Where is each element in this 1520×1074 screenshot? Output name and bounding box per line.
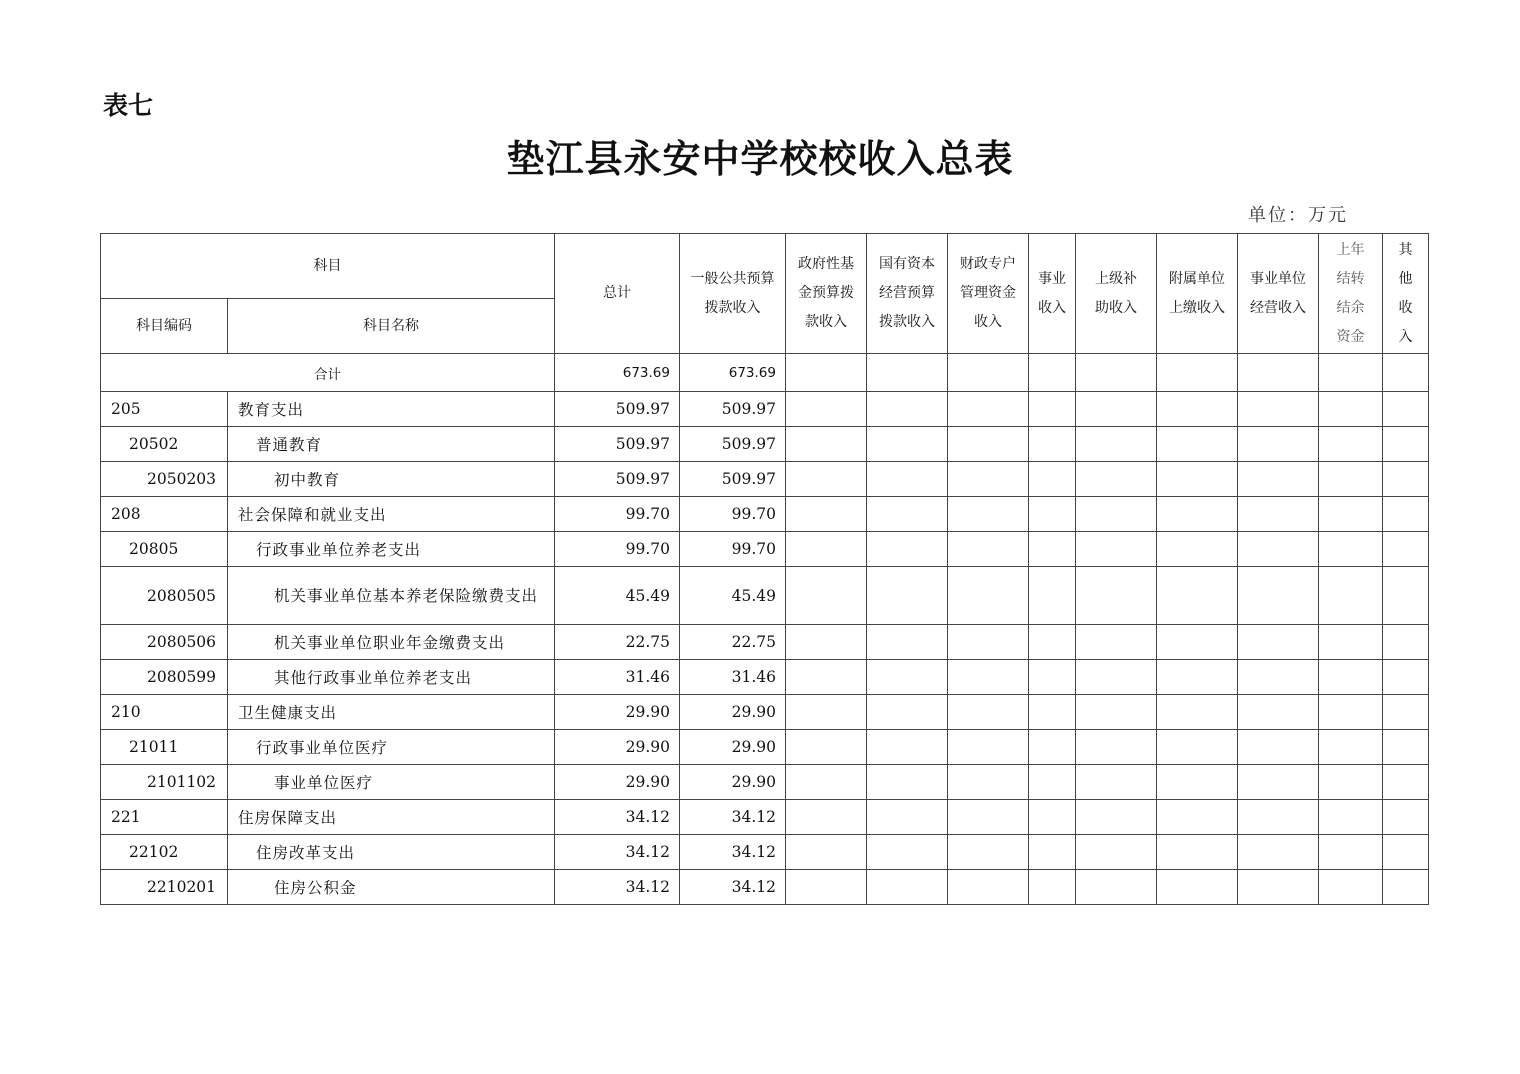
row-code: 2080505	[101, 567, 228, 625]
total-value: 673.69	[555, 354, 680, 392]
income-summary-table	[100, 233, 1429, 905]
row-total: 31.46	[555, 660, 680, 695]
row-general: 29.90	[680, 765, 786, 800]
row-code: 208	[101, 497, 228, 532]
unit-label: 单位：万元	[1248, 205, 1348, 226]
row-total: 29.90	[555, 695, 680, 730]
row-code: 2080506	[101, 625, 228, 660]
table-row	[101, 532, 1429, 567]
table-row	[101, 835, 1429, 870]
row-total: 34.12	[555, 870, 680, 905]
header-affiliated-payment: 附属单位上缴收入	[1157, 234, 1238, 354]
table-row	[101, 730, 1429, 765]
row-code: 2210201	[101, 870, 228, 905]
row-general: 34.12	[680, 870, 786, 905]
row-code: 2050203	[101, 462, 228, 497]
row-code: 210	[101, 695, 228, 730]
table-row	[101, 800, 1429, 835]
header-other-income: 其他收入	[1383, 234, 1429, 354]
row-total: 99.70	[555, 532, 680, 567]
row-code: 221	[101, 800, 228, 835]
table-row	[101, 695, 1429, 730]
table-label: 表七	[103, 91, 154, 120]
row-total: 99.70	[555, 497, 680, 532]
row-name: 行政事业单位养老支出	[228, 532, 555, 567]
header-superior-subsidy: 上级补助收入	[1076, 234, 1157, 354]
row-code: 2101102	[101, 765, 228, 800]
header-subject-code: 科目编码	[101, 299, 228, 354]
row-total: 509.97	[555, 392, 680, 427]
row-name: 事业单位医疗	[228, 765, 555, 800]
row-code: 205	[101, 392, 228, 427]
row-total: 29.90	[555, 730, 680, 765]
total-row	[101, 354, 1429, 392]
row-general: 99.70	[680, 497, 786, 532]
row-name: 其他行政事业单位养老支出	[228, 660, 555, 695]
row-general: 29.90	[680, 695, 786, 730]
header-prior-year-balance: 上年结转结余资金	[1319, 234, 1383, 354]
row-code: 20805	[101, 532, 228, 567]
row-name: 机关事业单位基本养老保险缴费支出	[274, 586, 539, 605]
row-code: 22102	[101, 835, 228, 870]
row-name: 初中教育	[228, 462, 555, 497]
header-business-operation: 事业单位经营收入	[1238, 234, 1319, 354]
row-name: 社会保障和就业支出	[228, 497, 555, 532]
row-total: 22.75	[555, 625, 680, 660]
header-subject: 科目	[101, 234, 555, 299]
table-row	[101, 392, 1429, 427]
row-code: 20502	[101, 427, 228, 462]
header-state-capital: 国有资本经营预算拨款收入	[867, 234, 948, 354]
row-general: 34.12	[680, 835, 786, 870]
row-name: 住房保障支出	[228, 800, 555, 835]
table-row	[101, 567, 1429, 625]
row-general: 509.97	[680, 427, 786, 462]
header-total: 总计	[555, 234, 680, 354]
table-row	[101, 625, 1429, 660]
total-general-value: 673.69	[680, 354, 786, 392]
header-general-budget: 一般公共预算拨款收入	[680, 234, 786, 354]
row-general: 22.75	[680, 625, 786, 660]
row-total: 509.97	[555, 462, 680, 497]
row-code: 2080599	[101, 660, 228, 695]
row-name: 普通教育	[228, 427, 555, 462]
row-name: 机关事业单位职业年金缴费支出	[228, 625, 555, 660]
header-subject-name: 科目名称	[228, 299, 555, 354]
total-label: 合计	[101, 354, 555, 392]
table-row	[101, 870, 1429, 905]
row-total: 34.12	[555, 835, 680, 870]
table-row	[101, 660, 1429, 695]
row-name: 教育支出	[228, 392, 555, 427]
header-fiscal-special: 财政专户管理资金收入	[948, 234, 1029, 354]
row-name: 卫生健康支出	[228, 695, 555, 730]
row-name: 住房公积金	[228, 870, 555, 905]
table-row	[101, 427, 1429, 462]
row-name: 住房改革支出	[228, 835, 555, 870]
row-code: 21011	[101, 730, 228, 765]
row-general: 31.46	[680, 660, 786, 695]
table-row	[101, 497, 1429, 532]
header-business-income: 事业收入	[1029, 234, 1076, 354]
row-general: 29.90	[680, 730, 786, 765]
row-name: 行政事业单位医疗	[228, 730, 555, 765]
row-general: 99.70	[680, 532, 786, 567]
table-row	[101, 765, 1429, 800]
row-total: 34.12	[555, 800, 680, 835]
row-total: 29.90	[555, 765, 680, 800]
row-general: 45.49	[680, 567, 786, 625]
row-total: 509.97	[555, 427, 680, 462]
table-row	[101, 462, 1429, 497]
row-general: 509.97	[680, 392, 786, 427]
row-general: 34.12	[680, 800, 786, 835]
header-gov-fund: 政府性基金预算拨款收入	[786, 234, 867, 354]
row-general: 509.97	[680, 462, 786, 497]
page-title: 垫江县永安中学校校收入总表	[506, 136, 1014, 181]
row-total: 45.49	[555, 567, 680, 625]
